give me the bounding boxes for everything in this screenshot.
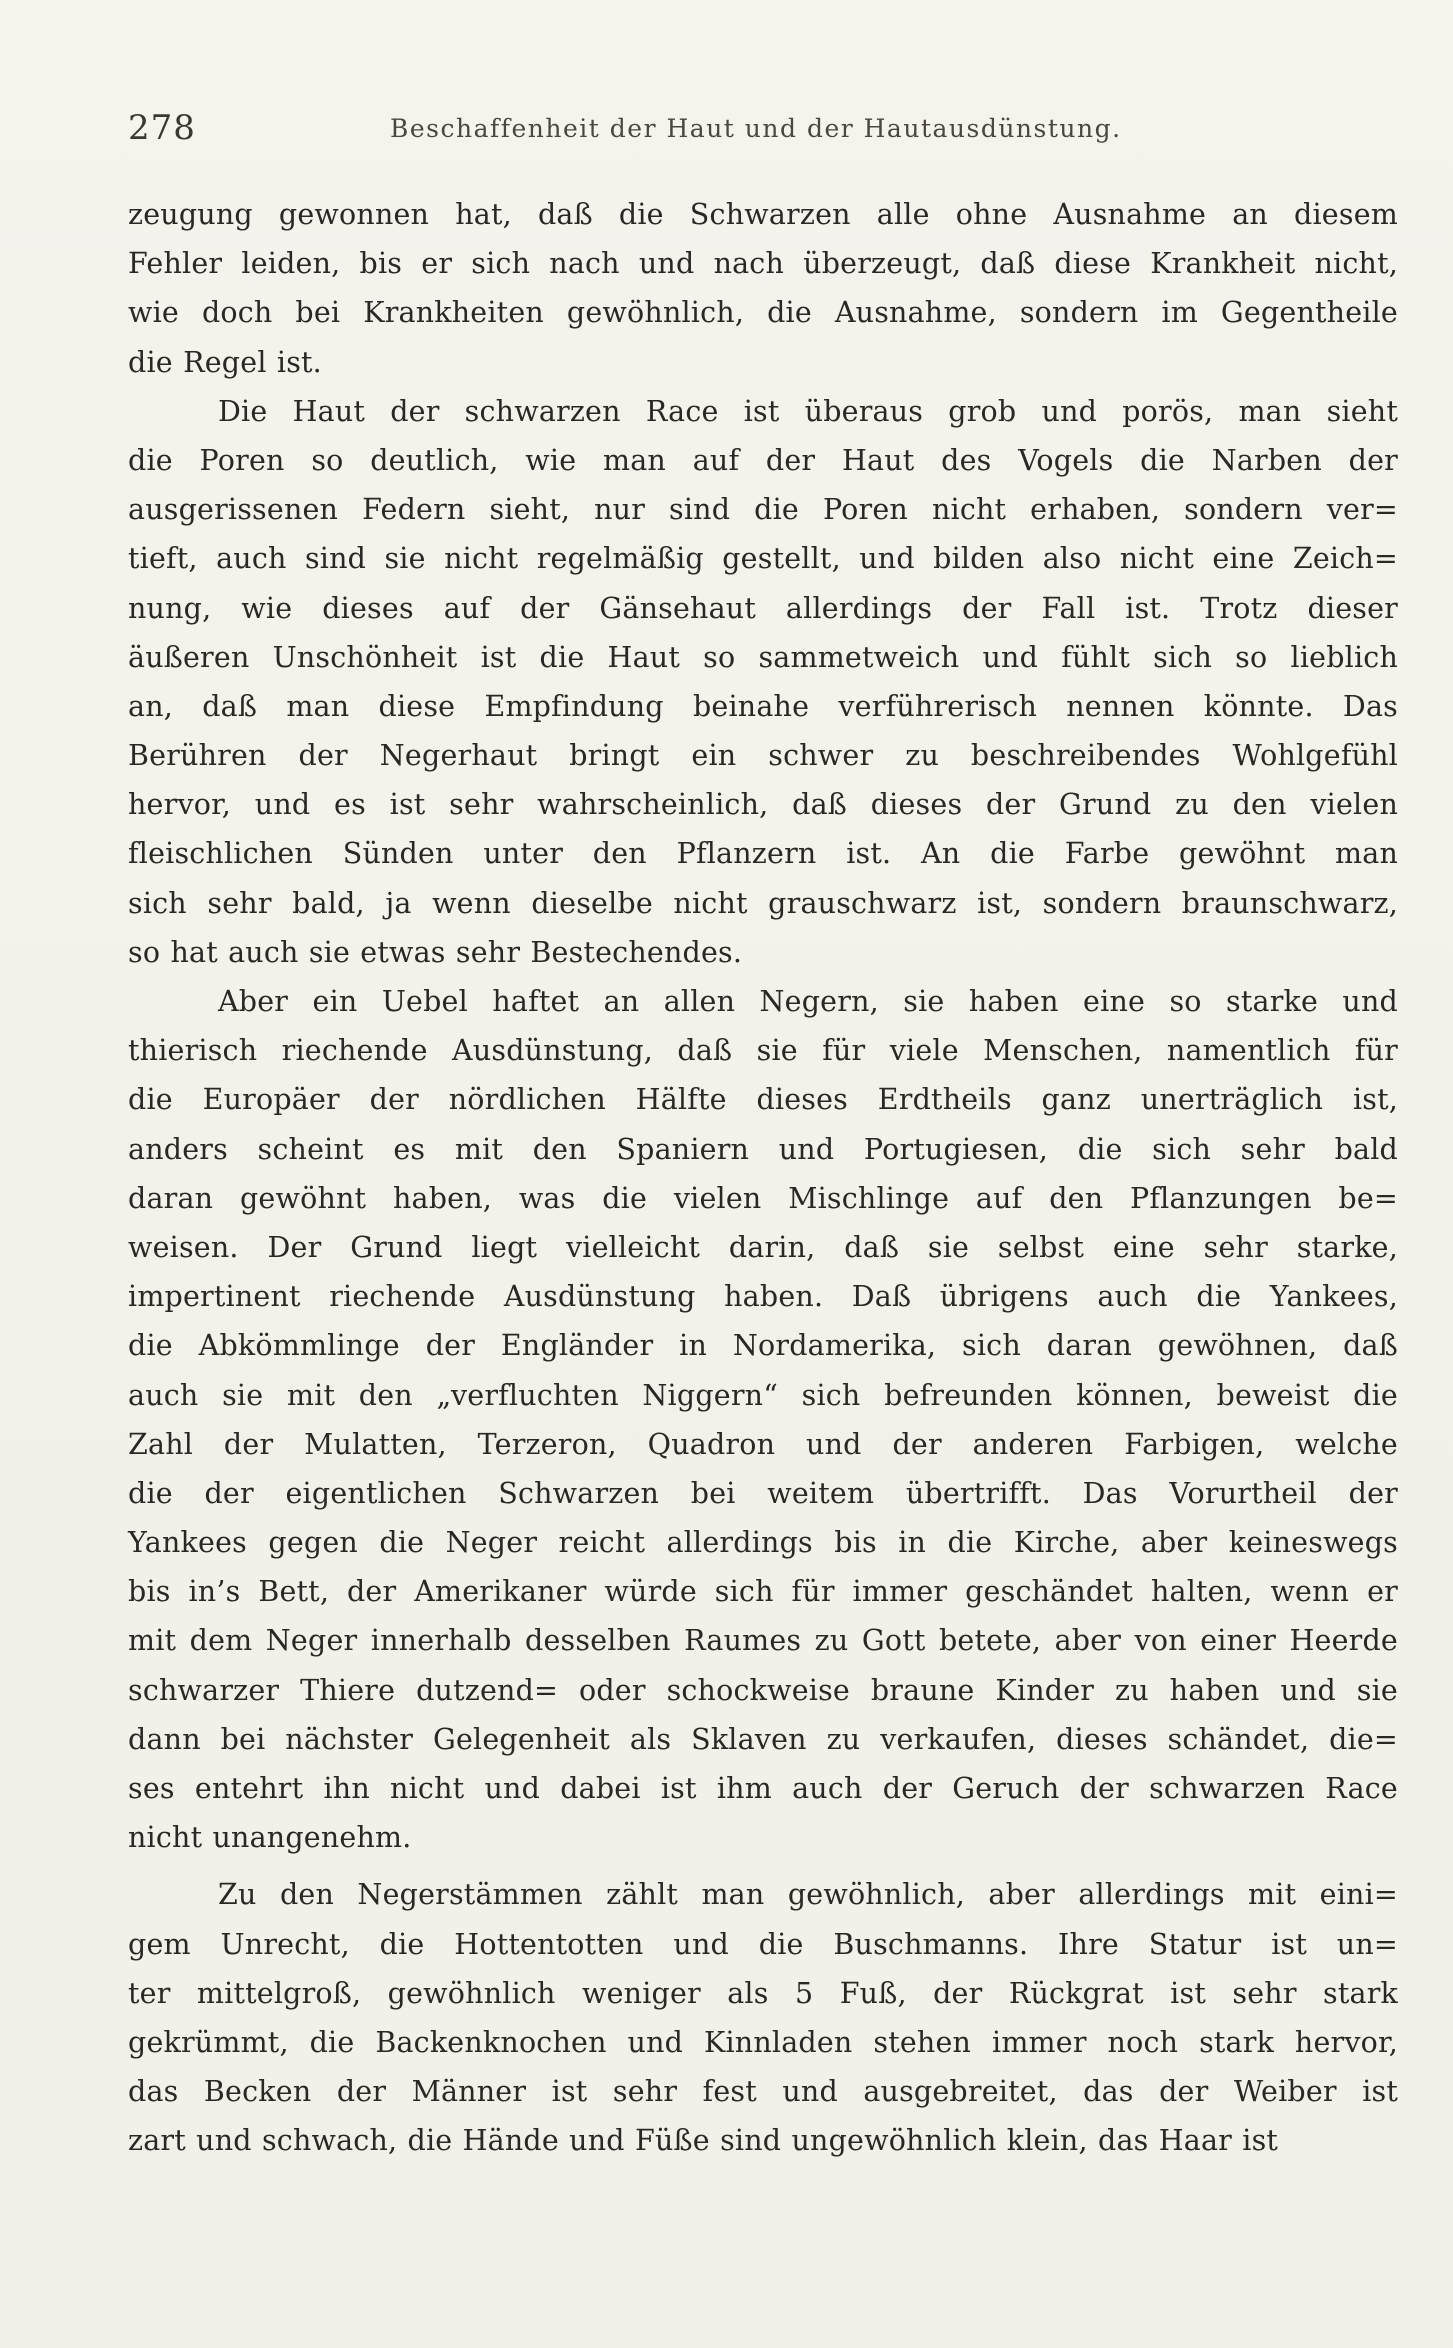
text-line: Aber ein Uebel haftet an allen Negern, sie haben eine so starke und (218, 985, 1398, 1018)
text-line: die Regel ist. (128, 345, 322, 379)
text-line: Yankees gegen die Neger reicht allerdings bis in die Kirche, aber keineswegs (128, 1526, 1398, 1560)
text-line: Die Haut der schwarzen Race ist überaus grob und porös, man sieht (218, 394, 1398, 428)
text-line: äußeren Unschönheit ist die Haut so sammetweich und fühlt sich so lieblich (128, 640, 1398, 674)
text-line: ter mittelgroß, gewöhnlich weniger als 5 Fuß, der Rückgrat ist sehr stark (128, 1976, 1398, 2010)
text-line: die Abkömmlinge der Engländer in Nordamerika, sich daran gewöhnen, daß (128, 1329, 1398, 1363)
paragraph (128, 977, 1398, 1862)
text-line: nung, wie dieses auf der Gänsehaut allerdings der Fall ist. Trotz dieser (128, 591, 1398, 625)
running-head: Beschaffenheit der Haut und der Hautausdünstung. (390, 114, 1122, 143)
text-line: bis in’s Bett, der Amerikaner würde sich für immer geschändet halten, wenn er (128, 1575, 1398, 1609)
text-line: impertinent riechende Ausdünstung haben. Daß übrigens auch die Yankees, (128, 1280, 1398, 1314)
text-line: die Europäer der nördlichen Hälfte dieses Erdtheils ganz unerträglich ist, (128, 1083, 1398, 1117)
text-line: gekrümmt, die Backenknochen und Kinnladen stehen immer noch stark hervor, (128, 2025, 1398, 2059)
text-line: die der eigentlichen Schwarzen bei weitem übertrifft. Das Vorurtheil der (128, 1476, 1398, 1510)
text-line: das Becken der Männer ist sehr fest und ausgebreitet, das der Weiber ist (128, 2075, 1398, 2109)
text-line: tieft, auch sind sie nicht regelmäßig gestellt, und bilden also nicht eine Zeich= (128, 542, 1398, 576)
text-line: thierisch riechende Ausdünstung, daß sie für viele Menschen, namentlich für (128, 1034, 1398, 1068)
paragraph (128, 387, 1398, 977)
paragraph (128, 190, 1398, 387)
page-header (128, 108, 1408, 158)
text-line: auch sie mit den „verfluchten Niggern“ sich befreunden können, beweist die (128, 1378, 1398, 1412)
text-line: zart und schwach, die Hände und Füße sind ungewöhnlich klein, das Haar ist (128, 2124, 1279, 2158)
page-number: 278 (128, 108, 196, 148)
text-line: an, daß man diese Empfindung beinahe verführerisch nennen könnte. Das (128, 689, 1398, 723)
text-line: weisen. Der Grund liegt vielleicht darin, daß sie selbst eine sehr starke, (128, 1230, 1398, 1264)
text-line: anders scheint es mit den Spaniern und Portugiesen, die sich sehr bald (128, 1132, 1398, 1166)
text-line: mit dem Neger innerhalb desselben Raumes zu Gott betete, aber von einer Heerde (128, 1624, 1398, 1658)
text-line: nicht unangenehm. (128, 1821, 412, 1855)
text-line: so hat auch sie etwas sehr Bestechendes. (128, 935, 743, 969)
text-line: ses entehrt ihn nicht und dabei ist ihm auch der Geruch der schwarzen Race (128, 1772, 1398, 1805)
body-text (128, 190, 1398, 2166)
text-line: gem Unrecht, die Hottentotten und die Buschmanns. Ihre Statur ist un= (128, 1927, 1398, 1961)
paragraph (128, 1870, 1398, 2165)
text-line: die Poren so deutlich, wie man auf der Haut des Vogels die Narben der (128, 443, 1398, 477)
text-line: hervor, und es ist sehr wahrscheinlich, daß dieses der Grund zu den vielen (128, 788, 1398, 822)
text-line: dann bei nächster Gelegenheit als Sklaven zu verkaufen, dieses schändet, die= (128, 1722, 1398, 1756)
text-line: daran gewöhnt haben, was die vielen Mischlinge auf den Pflanzungen be= (128, 1181, 1398, 1215)
text-line: Zahl der Mulatten, Terzeron, Quadron und der anderen Farbigen, welche (128, 1427, 1398, 1461)
text-line: sich sehr bald, ja wenn dieselbe nicht grauschwarz ist, sondern braunschwarz, (128, 886, 1398, 920)
text-line: Fehler leiden, bis er sich nach und nach überzeugt, daß diese Krankheit nicht, (128, 247, 1398, 281)
text-line: Berühren der Negerhaut bringt ein schwer zu beschreibendes Wohlgefühl (128, 739, 1398, 773)
text-line: zeugung gewonnen hat, daß die Schwarzen alle ohne Ausnahme an diesem (128, 198, 1398, 231)
text-line: ausgerissenen Federn sieht, nur sind die Poren nicht erhaben, sondern ver= (128, 493, 1398, 527)
text-line: fleischlichen Sünden unter den Pflanzern ist. An die Farbe gewöhnt man (128, 837, 1398, 871)
text-line: schwarzer Thiere dutzend= oder schockweise braune Kinder zu haben und sie (128, 1673, 1398, 1707)
text-line: wie doch bei Krankheiten gewöhnlich, die Ausnahme, sondern im Gegentheile (128, 296, 1398, 330)
text-line: Zu den Negerstämmen zählt man gewöhnlich, aber allerdings mit eini= (218, 1878, 1398, 1912)
